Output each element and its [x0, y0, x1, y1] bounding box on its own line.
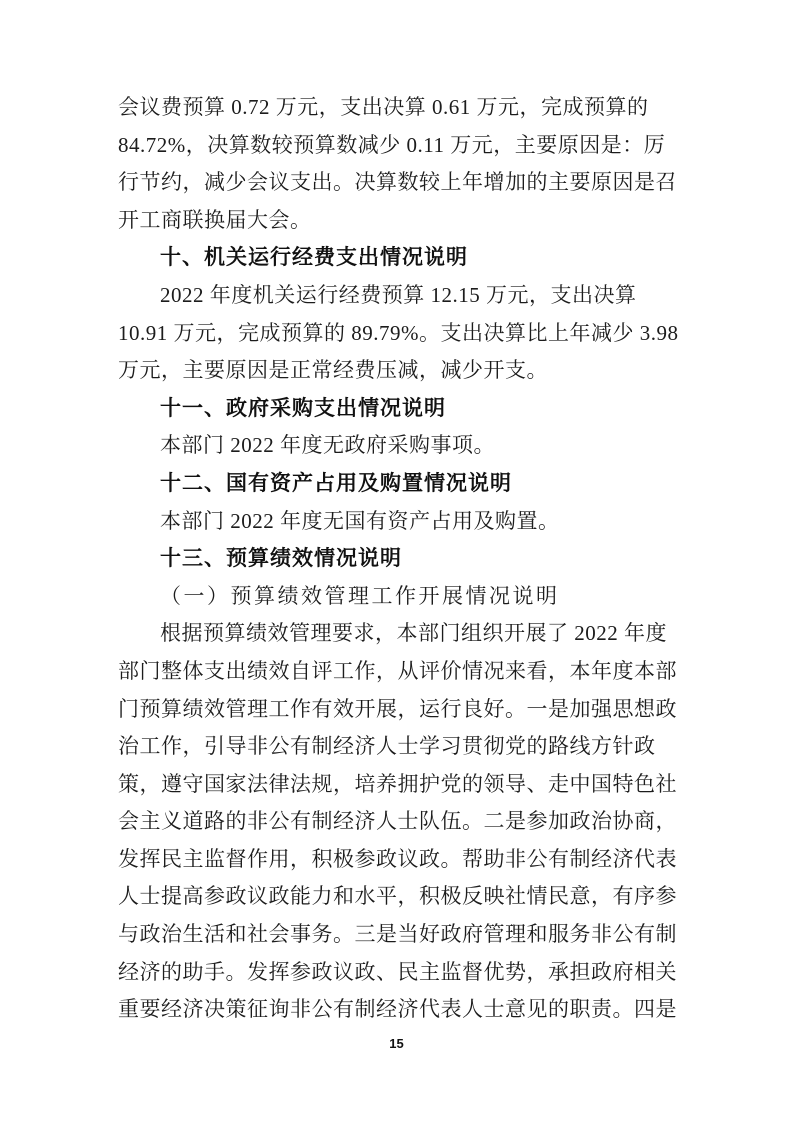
- text-line: 策，遵守国家法律法规，培养拥护党的领导、走中国特色社: [118, 771, 677, 796]
- text-line: （一）预算绩效管理工作开展情况说明: [160, 583, 560, 608]
- text-line: 与政治生活和社会事务。三是当好政府管理和服务非公有制: [118, 922, 677, 947]
- text-line: 门预算绩效管理工作有效开展，运行良好。一是加强思想政: [118, 696, 677, 721]
- text-line: 根据预算绩效管理要求，本部门组织开展了 2022 年度: [160, 621, 667, 646]
- paragraph: [118, 615, 680, 1029]
- text-line: 84.72%，决算数较预算数减少 0.11 万元，主要原因是：厉: [118, 132, 666, 157]
- text-line: 开工商联换届大会。: [118, 207, 312, 232]
- text-line: 十二、国有资产占用及购置情况说明: [160, 471, 512, 495]
- page-number: 15: [389, 1036, 404, 1051]
- document-content: [118, 89, 680, 1029]
- text-line: 十一、政府采购支出情况说明: [160, 396, 446, 420]
- paragraph: [118, 503, 680, 541]
- text-line: 本部门 2022 年度无国有资产占用及购置。: [160, 508, 560, 533]
- text-line: 发挥民主监督作用，积极参政议政。帮助非公有制经济代表: [118, 846, 677, 871]
- text-line: 会议费预算 0.72 万元，支出决算 0.61 万元，完成预算的: [118, 95, 649, 119]
- text-line: 经济的助手。发挥参政议政、民主监督优势，承担政府相关: [118, 959, 677, 984]
- text-line: 重要经济决策征询非公有制经济代表人士意见的职责。四是: [118, 997, 677, 1022]
- text-line: 人士提高参政议政能力和水平，积极反映社情民意，有序参: [118, 884, 677, 909]
- text-line: 治工作，引导非公有制经济人士学习贯彻党的路线方针政: [118, 734, 656, 759]
- section-heading: [118, 465, 680, 503]
- text-line: 万元，主要原因是正常经费压减，减少开支。: [118, 358, 548, 383]
- text-line: 十三、预算绩效情况说明: [160, 547, 402, 571]
- paragraph: [118, 427, 680, 465]
- section-heading: [118, 239, 680, 277]
- text-line: 10.91 万元，完成预算的 89.79%。支出决算比上年减少 3.98: [118, 320, 679, 345]
- section-heading: [118, 390, 680, 428]
- text-line: 2022 年度机关运行经费预算 12.15 万元，支出决算: [160, 282, 637, 307]
- text-line: 十、机关运行经费支出情况说明: [160, 246, 468, 270]
- text-line: 行节约，减少会议支出。决算数较上年增加的主要原因是召: [118, 170, 677, 195]
- paragraph: [118, 89, 680, 239]
- text-line: 会主义道路的非公有制经济人士队伍。二是参加政治协商，: [118, 809, 677, 834]
- text-line: 部门整体支出绩效自评工作，从评价情况来看，本年度本部: [118, 658, 677, 683]
- paragraph: [118, 277, 680, 390]
- sub-heading: [118, 578, 680, 616]
- text-line: 本部门 2022 年度无政府采购事项。: [160, 433, 495, 458]
- section-heading: [118, 540, 680, 578]
